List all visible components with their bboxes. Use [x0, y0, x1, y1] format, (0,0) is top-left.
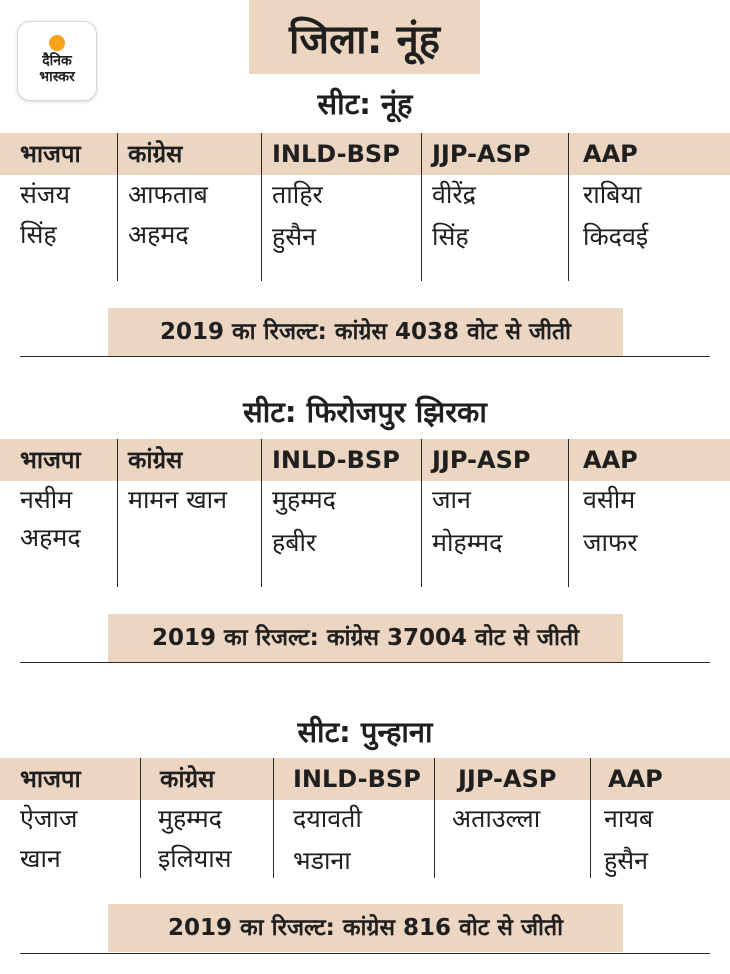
candidate-aap-line1: वसीम [583, 485, 636, 514]
candidate-inld-bsp-line2: हुसैन [272, 222, 317, 251]
candidate-inld-bsp-line2: भडाना [293, 846, 351, 875]
seat-title: सीट: नूंह [317, 87, 413, 121]
candidate-inld-bsp-line2: हबीर [272, 528, 317, 557]
column-divider [421, 133, 422, 281]
result-2019-banner: 2019 का रिजल्ट: कांग्रेस 816 वोट से जीती [108, 904, 623, 952]
candidate-aap-line1: राबिया [583, 180, 642, 209]
column-divider [421, 439, 422, 587]
party-header-aap: AAP [583, 140, 638, 168]
candidate-aap-line2: जाफर [583, 528, 638, 557]
candidate-jjp-asp-line1: जान [432, 485, 471, 514]
column-divider [590, 758, 591, 878]
logo-line-1: दैनिक [42, 53, 72, 69]
candidate-bjp-line1: ऐजाज [20, 804, 78, 833]
party-header-aap: AAP [583, 446, 638, 474]
party-header-congress: कांग्रेस [128, 446, 183, 474]
party-header-bjp: भाजपा [20, 765, 81, 793]
candidate-congress-line1: मामन खान [128, 485, 227, 514]
party-header-congress: कांग्रेस [128, 140, 183, 168]
result-2019-banner: 2019 का रिजल्ट: कांग्रेस 4038 वोट से जीती [108, 308, 623, 356]
candidate-bjp-line2: सिंह [20, 220, 57, 249]
column-divider [568, 133, 569, 281]
candidate-bjp-line2: अहमद [20, 523, 81, 552]
candidate-congress-line1: आफताब [128, 180, 208, 209]
district-title: जिला: नूंह [249, 0, 480, 74]
party-header-aap: AAP [608, 765, 663, 793]
candidate-jjp-asp-line1: वीरेंद्र [432, 180, 476, 209]
candidate-bjp-line2: खान [20, 844, 61, 873]
candidate-aap-line2: किदवई [583, 222, 649, 251]
candidate-aap-line1: नायब [604, 804, 654, 833]
seat-title: सीट: फिरोजपुर झिरका [243, 395, 487, 429]
column-divider [568, 439, 569, 587]
section-divider [20, 953, 710, 954]
party-header-jjp-asp: JJP-ASP [432, 140, 531, 168]
candidate-congress-line2: इलियास [158, 844, 232, 873]
column-divider [261, 439, 262, 587]
column-divider [434, 758, 435, 878]
candidate-inld-bsp-line1: दयावती [293, 804, 362, 833]
seat-title: सीट: पुन्हाना [297, 715, 433, 749]
candidate-inld-bsp-line1: मुहम्मद [272, 485, 336, 514]
candidate-bjp-line1: नसीम [20, 485, 73, 514]
candidate-bjp-line1: संजय [20, 180, 70, 209]
candidate-jjp-asp-line2: सिंह [432, 222, 469, 251]
party-header-jjp-asp: JJP-ASP [432, 446, 531, 474]
party-header-inld-bsp: INLD-BSP [272, 446, 400, 474]
candidate-congress-line2: अहमद [128, 220, 189, 249]
column-divider [273, 758, 274, 878]
section-divider [20, 356, 710, 357]
result-2019-banner: 2019 का रिजल्ट: कांग्रेस 37004 वोट से जीती [108, 614, 623, 662]
party-header-bjp: भाजपा [20, 140, 81, 168]
candidate-jjp-asp-line2: मोहम्मद [432, 528, 503, 557]
party-header-jjp-asp: JJP-ASP [458, 765, 557, 793]
logo-line-2: भास्कर [39, 69, 75, 85]
column-divider [261, 133, 262, 281]
candidate-congress-line1: मुहम्मद [158, 804, 222, 833]
party-header-inld-bsp: INLD-BSP [272, 140, 400, 168]
sun-dot-icon [49, 35, 65, 51]
candidate-jjp-asp-line1: अताउल्ला [452, 804, 541, 833]
party-header-inld-bsp: INLD-BSP [293, 765, 421, 793]
section-divider [20, 662, 710, 663]
candidate-aap-line2: हुसैन [604, 846, 649, 875]
column-divider [140, 758, 141, 878]
party-header-congress: कांग्रेस [160, 765, 215, 793]
column-divider [117, 439, 118, 587]
candidate-inld-bsp-line1: ताहिर [272, 180, 323, 209]
party-header-bjp: भाजपा [20, 446, 81, 474]
column-divider [117, 133, 118, 281]
